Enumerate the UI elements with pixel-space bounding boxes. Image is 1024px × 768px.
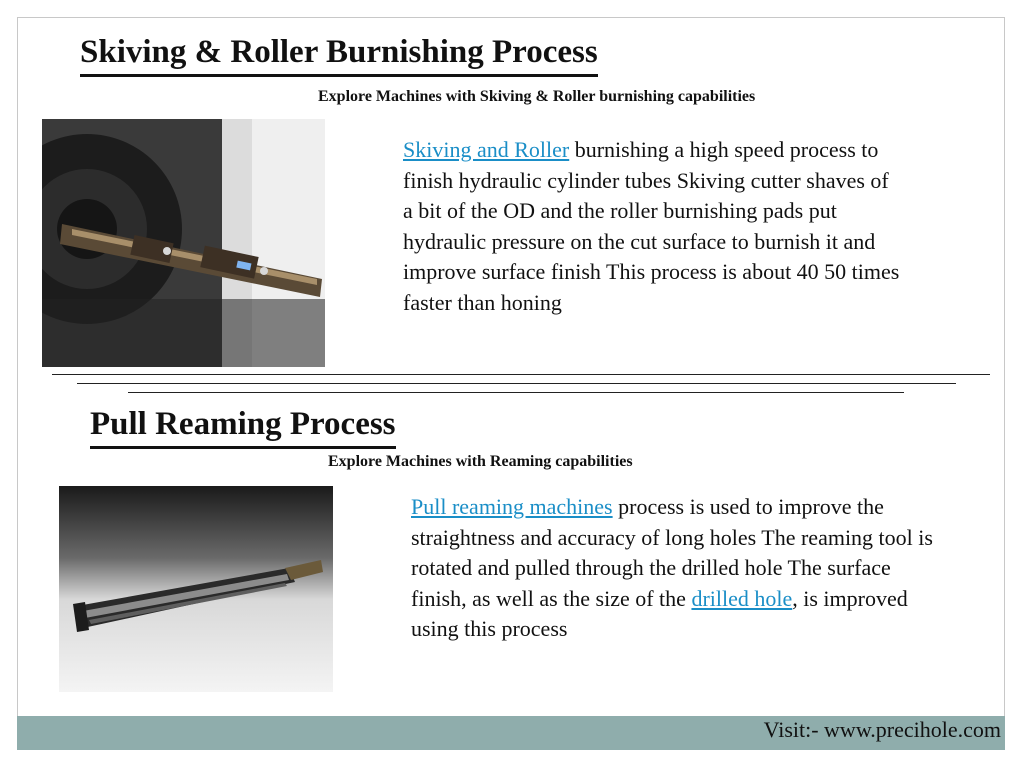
skiving-tool-photo: [42, 119, 325, 367]
divider-line: [52, 374, 990, 375]
section1-body-text: burnishing a high speed process to finish hydraulic cylinder tubes Skiving cutter shaves of a bit of the OD and the roller burnishing pads put hydraulic pressure on the cut surface to burnish it and improve surface finish This process is about 40 50 times faster than honing: [403, 137, 900, 315]
footer-website: Visit:- www.precihole.com: [763, 717, 1001, 742]
skiving-roller-link[interactable]: Skiving and Roller: [403, 137, 570, 162]
section1-title: Skiving & Roller Burnishing Process: [80, 34, 598, 77]
section2-title: Pull Reaming Process: [90, 406, 396, 449]
footer-bar: [17, 716, 1005, 750]
section2-body-text-2: , is improved using this process: [411, 585, 908, 641]
drilled-hole-link[interactable]: drilled hole: [691, 585, 793, 611]
divider-line: [128, 392, 904, 393]
section2-description: [411, 492, 951, 645]
section1-description: [403, 135, 903, 318]
section1-subtitle: Explore Machines with Skiving & Roller burnishing capabilities: [318, 88, 756, 105]
section2-subtitle: Explore Machines with Reaming capabilities: [328, 453, 633, 470]
section2-body-text-1: process is used to improve the straightness and accuracy of long holes The reaming tool is rotated and pulled through the drilled hole The surface finish, as well as the size of the: [411, 494, 933, 611]
divider-line: [77, 383, 956, 384]
pull-reaming-machines-link[interactable]: Pull reaming machines: [411, 494, 613, 519]
reaming-tool-photo: [59, 486, 333, 692]
